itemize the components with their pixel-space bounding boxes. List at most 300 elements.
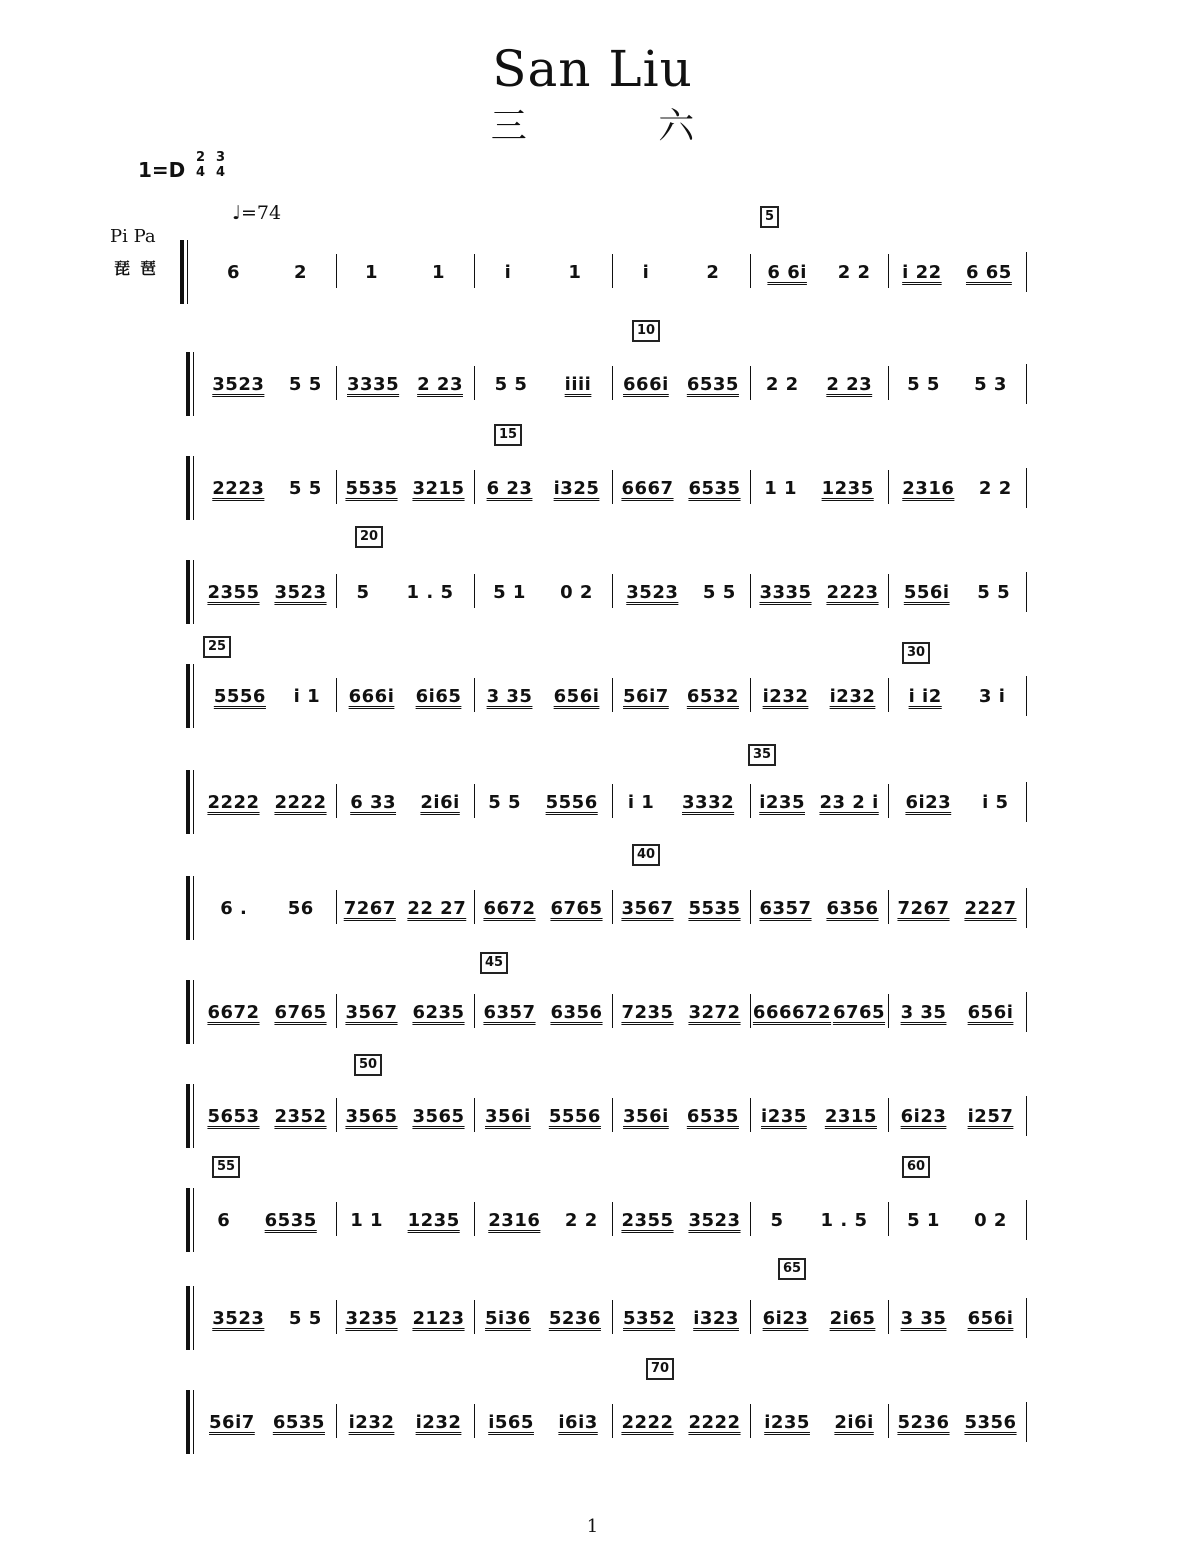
system-start-barline-thin <box>193 980 194 1044</box>
beat-notes: 6532 <box>686 685 739 707</box>
beat-notes: 1 1 <box>350 1209 384 1231</box>
beat-notes: 5 5 <box>288 1307 322 1329</box>
barline <box>888 1404 889 1438</box>
measure <box>476 572 610 612</box>
measure-number-box: 15 <box>494 424 522 446</box>
barline <box>474 470 475 504</box>
staff-system <box>0 656 1185 736</box>
barline <box>750 1202 751 1236</box>
staff-system <box>0 1076 1185 1156</box>
beat-notes: 3523 <box>274 581 327 603</box>
measure <box>476 252 610 292</box>
barline <box>888 994 889 1028</box>
measure-number-box: 25 <box>203 636 231 658</box>
barline <box>750 574 751 608</box>
barline <box>1026 888 1027 928</box>
measure <box>338 782 472 822</box>
measure <box>200 992 334 1032</box>
measure <box>200 364 334 404</box>
beat-notes: 5356 <box>964 1411 1017 1433</box>
measure <box>200 468 334 508</box>
beat-notes: 22 27 <box>407 897 467 919</box>
beat-notes: i325 <box>553 477 600 499</box>
measure <box>752 1298 886 1338</box>
beat-notes: 2222 <box>207 791 260 813</box>
barline <box>612 574 613 608</box>
beat-notes: 2 2 <box>765 373 799 395</box>
measure <box>476 1402 610 1442</box>
measure <box>476 468 610 508</box>
time-signature-2 <box>216 150 225 180</box>
beat-notes: i257 <box>967 1105 1014 1127</box>
page-number: 1 <box>586 1516 599 1537</box>
beat-notes: 2355 <box>621 1209 674 1231</box>
beat-notes: i565 <box>488 1411 534 1433</box>
measure <box>614 1096 748 1136</box>
measure <box>200 1200 334 1240</box>
time-signature-1 <box>196 150 205 180</box>
beat-notes: i323 <box>693 1307 739 1329</box>
beat-notes: 1 . 5 <box>820 1209 868 1231</box>
key-signature: 1=D <box>138 158 186 182</box>
barline <box>336 678 337 712</box>
beat-notes: 2 23 <box>417 373 463 395</box>
barline <box>1026 468 1027 508</box>
beat-notes: 3235 <box>345 1307 398 1329</box>
system-start-barline <box>186 770 190 834</box>
barline <box>888 678 889 712</box>
barline <box>474 1098 475 1132</box>
barline <box>1026 572 1027 612</box>
barline <box>1026 1298 1027 1338</box>
barline <box>336 1202 337 1236</box>
beat-notes: i <box>504 261 512 283</box>
beat-notes: 56 <box>287 897 314 919</box>
measure-number-box: 35 <box>748 744 776 766</box>
page-title-chinese <box>0 98 1185 149</box>
measure <box>200 1096 334 1136</box>
measure <box>338 1298 472 1338</box>
beat-notes: 3 35 <box>900 1001 947 1023</box>
beat-notes: i 1 <box>293 685 321 707</box>
beat-notes: 5535 <box>345 477 398 499</box>
measure <box>752 1402 886 1442</box>
measure <box>890 1298 1024 1338</box>
beat-notes: 3335 <box>347 373 400 395</box>
system-start-barline <box>186 352 190 416</box>
barline <box>750 254 751 288</box>
beat-notes: 2i65 <box>829 1307 876 1329</box>
measure <box>752 252 886 292</box>
beat-notes: 5 5 <box>494 373 528 395</box>
measure <box>614 992 748 1032</box>
measure <box>890 252 1024 292</box>
barline <box>474 1202 475 1236</box>
barline <box>336 1098 337 1132</box>
beat-notes: 5556 <box>548 1105 601 1127</box>
beat-notes: 5352 <box>623 1307 676 1329</box>
instrument-name: Pi Pa <box>110 226 156 247</box>
measure <box>338 1402 472 1442</box>
barline <box>750 784 751 818</box>
beat-notes: 1235 <box>407 1209 460 1231</box>
barline <box>612 1098 613 1132</box>
measure <box>890 676 1024 716</box>
beat-notes: 6 33 <box>350 791 397 813</box>
beat-notes: 2i6i <box>420 791 460 813</box>
measure-number-box: 5 <box>760 206 779 228</box>
measure <box>890 468 1024 508</box>
system-start-barline-thin <box>193 770 194 834</box>
staff-system <box>0 868 1185 948</box>
beat-notes: 2352 <box>274 1105 327 1127</box>
measure <box>890 1402 1024 1442</box>
measure <box>890 992 1024 1032</box>
staff-system <box>0 972 1185 1052</box>
system-start-barline-thin <box>193 1188 194 1252</box>
beat-notes: 2 2 <box>978 477 1012 499</box>
beat-notes: 666i <box>348 685 395 707</box>
system-start-barline-thin <box>193 456 194 520</box>
beat-notes: 2316 <box>488 1209 541 1231</box>
measure <box>338 468 472 508</box>
beat-notes: 6535 <box>272 1411 325 1433</box>
barline <box>474 994 475 1028</box>
meter-numerator: 3 <box>216 150 226 165</box>
beat-notes: i <box>642 261 650 283</box>
measure <box>752 468 886 508</box>
barline <box>612 254 613 288</box>
meter-denominator: 4 <box>196 165 206 180</box>
barline <box>750 678 751 712</box>
beat-notes: 5 5 <box>907 373 940 395</box>
barline <box>888 470 889 504</box>
beat-notes: 5 <box>770 1209 784 1231</box>
beat-notes: 3332 <box>682 791 735 813</box>
barline <box>750 1300 751 1334</box>
measure <box>752 888 886 928</box>
beat-notes: 5 1 <box>493 581 526 603</box>
beat-notes: 6 6i <box>767 261 807 283</box>
measure-number-box: 65 <box>778 1258 806 1280</box>
page-title: San Liu <box>492 40 693 98</box>
barline <box>612 1404 613 1438</box>
beat-notes: 3 35 <box>486 685 533 707</box>
measure <box>338 364 472 404</box>
barline <box>1026 782 1027 822</box>
measure <box>890 572 1024 612</box>
beat-notes: 0 2 <box>974 1209 1007 1231</box>
barline <box>1026 676 1027 716</box>
beat-notes: i235 <box>759 791 805 813</box>
barline <box>612 678 613 712</box>
barline <box>612 994 613 1028</box>
measure <box>338 992 472 1032</box>
measure-number-box: 50 <box>354 1054 382 1076</box>
beat-notes: 356i <box>485 1105 531 1127</box>
beat-notes: 1 <box>568 261 582 283</box>
beat-notes: 6765 <box>832 1001 886 1023</box>
measure <box>890 1200 1024 1240</box>
beat-notes: 5236 <box>897 1411 950 1433</box>
measure <box>890 888 1024 928</box>
beat-notes: 6356 <box>550 1001 603 1023</box>
beat-notes: 3 i <box>978 685 1006 707</box>
beat-notes: 3523 <box>688 1209 741 1231</box>
beat-notes: 1 1 <box>764 477 798 499</box>
measure <box>614 1200 748 1240</box>
barline <box>336 1300 337 1334</box>
beat-notes: 666i <box>623 373 669 395</box>
system-start-barline <box>186 980 190 1044</box>
beat-notes: 2 2 <box>837 261 871 283</box>
system-start-barline <box>186 1390 190 1454</box>
beat-notes: 6765 <box>550 897 603 919</box>
beat-notes: 2222 <box>621 1411 674 1433</box>
measure <box>614 888 748 928</box>
beat-notes: 3565 <box>412 1105 465 1127</box>
barline <box>1026 1402 1027 1442</box>
beat-notes: 6357 <box>759 897 812 919</box>
measure <box>614 468 748 508</box>
barline <box>474 1404 475 1438</box>
beat-notes: 2222 <box>688 1411 741 1433</box>
barline <box>612 784 613 818</box>
beat-notes: 56i7 <box>623 685 669 707</box>
measure <box>614 252 748 292</box>
beat-notes: 6 <box>226 261 241 283</box>
system-start-barline <box>186 876 190 940</box>
measure <box>476 992 610 1032</box>
beat-notes: i232 <box>762 685 809 707</box>
barline <box>474 254 475 288</box>
measure <box>338 252 472 292</box>
measure <box>614 782 748 822</box>
beat-notes: 5535 <box>688 897 741 919</box>
beat-notes: 2 <box>293 261 308 283</box>
beat-notes: 3335 <box>759 581 812 603</box>
measure <box>338 572 472 612</box>
beat-notes: 5 1 <box>907 1209 940 1231</box>
beat-notes: 2223 <box>826 581 879 603</box>
measure-number-box: 45 <box>480 952 508 974</box>
staff-system <box>0 1180 1185 1260</box>
measure <box>752 572 886 612</box>
measure <box>476 888 610 928</box>
measure <box>200 782 334 822</box>
barline <box>1026 364 1027 404</box>
measure <box>338 1200 472 1240</box>
system-start-barline <box>186 664 190 728</box>
beat-notes: i 5 <box>982 791 1009 813</box>
beat-notes: 5653 <box>207 1105 260 1127</box>
beat-notes: 6i23 <box>905 791 952 813</box>
barline <box>750 1098 751 1132</box>
measure <box>200 888 334 928</box>
measure <box>200 252 334 292</box>
beat-notes: 3523 <box>626 581 679 603</box>
beat-notes: 6356 <box>826 897 879 919</box>
barline <box>612 1300 613 1334</box>
beat-notes: 7267 <box>343 897 396 919</box>
beat-notes: 6535 <box>688 477 741 499</box>
barline <box>336 470 337 504</box>
system-start-barline <box>186 560 190 624</box>
barline <box>474 574 475 608</box>
beat-notes: 3567 <box>621 897 674 919</box>
measure <box>752 782 886 822</box>
beat-notes: 3272 <box>688 1001 741 1023</box>
beat-notes: 6 . <box>220 897 248 919</box>
beat-notes: 23 2 i <box>819 791 879 813</box>
beat-notes: 5 5 <box>488 791 522 813</box>
beat-notes: i235 <box>764 1411 810 1433</box>
beat-notes: 3215 <box>412 477 465 499</box>
beat-notes: i 1 <box>627 791 655 813</box>
measure <box>752 1200 886 1240</box>
beat-notes: 556i <box>903 581 950 603</box>
beat-notes: 5 3 <box>974 373 1007 395</box>
measure <box>476 782 610 822</box>
system-start-barline-thin <box>193 352 194 416</box>
beat-notes: 5 <box>356 581 370 603</box>
beat-notes: 656i <box>967 1307 1014 1329</box>
measure <box>890 364 1024 404</box>
beat-notes: 2223 <box>212 477 265 499</box>
beat-notes: i6i3 <box>558 1411 598 1433</box>
measure <box>476 676 610 716</box>
barline <box>474 366 475 400</box>
beat-notes: 6672 <box>207 1001 260 1023</box>
beat-notes: 6667 <box>621 477 674 499</box>
system-start-barline <box>186 1286 190 1350</box>
beat-notes: i235 <box>761 1105 807 1127</box>
barline <box>750 1404 751 1438</box>
beat-notes: 2355 <box>207 581 260 603</box>
barline <box>336 254 337 288</box>
beat-notes: 6535 <box>686 1105 739 1127</box>
beat-notes: 1 <box>364 261 379 283</box>
beat-notes: 2 23 <box>826 373 873 395</box>
beat-notes: 2 <box>706 261 720 283</box>
system-start-barline-thin <box>193 560 194 624</box>
barline <box>474 784 475 818</box>
beat-notes: 356i <box>623 1105 669 1127</box>
measure <box>200 572 334 612</box>
barline <box>336 784 337 818</box>
beat-notes: 7267 <box>897 897 950 919</box>
barline <box>888 784 889 818</box>
staff-system <box>0 762 1185 842</box>
beat-notes: iiii <box>564 373 592 395</box>
system-start-barline-thin <box>193 1286 194 1350</box>
measure <box>476 1298 610 1338</box>
measure <box>476 364 610 404</box>
measure <box>614 364 748 404</box>
measure <box>200 1402 334 1442</box>
measure <box>476 1096 610 1136</box>
beat-notes: 6535 <box>264 1209 317 1231</box>
barline <box>1026 992 1027 1032</box>
barline <box>336 574 337 608</box>
beat-notes: 2222 <box>274 791 327 813</box>
beat-notes: 6 23 <box>486 477 533 499</box>
meter-denominator: 4 <box>216 165 226 180</box>
barline <box>336 366 337 400</box>
tempo-marking: ♩=74 <box>232 202 282 224</box>
barline <box>474 890 475 924</box>
measure-number-box: 40 <box>632 844 660 866</box>
barline <box>612 1202 613 1236</box>
system-start-barline <box>186 1188 190 1252</box>
measure <box>200 1298 334 1338</box>
system-start-barline-thin <box>193 1084 194 1148</box>
title-cn-char-2: 六 <box>658 106 695 147</box>
barline <box>612 366 613 400</box>
barline <box>336 994 337 1028</box>
barline <box>888 1300 889 1334</box>
beat-notes: 3 35 <box>900 1307 947 1329</box>
meter-numerator: 2 <box>196 150 206 165</box>
beat-notes: 7235 <box>621 1001 674 1023</box>
barline <box>888 1098 889 1132</box>
staff-system <box>0 344 1185 424</box>
beat-notes: 3523 <box>212 373 265 395</box>
beat-notes: 0 2 <box>560 581 593 603</box>
barline <box>750 366 751 400</box>
beat-notes: 1 . 5 <box>406 581 454 603</box>
beat-notes: 656i <box>553 685 600 707</box>
barline <box>474 1300 475 1334</box>
measure <box>614 676 748 716</box>
beat-notes: i232 <box>348 1411 395 1433</box>
beat-notes: 2316 <box>902 477 955 499</box>
beat-notes: 5i36 <box>485 1307 531 1329</box>
beat-notes: 1235 <box>821 477 874 499</box>
beat-notes: 656i <box>967 1001 1014 1023</box>
staff-system <box>0 232 1185 312</box>
beat-notes: 5 5 <box>288 477 322 499</box>
beat-notes: 2i6i <box>834 1411 874 1433</box>
barline <box>888 1202 889 1236</box>
measure-number-box: 30 <box>902 642 930 664</box>
beat-notes: 2227 <box>964 897 1017 919</box>
beat-notes: 3567 <box>345 1001 398 1023</box>
beat-notes: 2 2 <box>564 1209 598 1231</box>
barline <box>612 470 613 504</box>
system-start-barline <box>186 1084 190 1148</box>
measure <box>614 1298 748 1338</box>
measure-number-box: 20 <box>355 526 383 548</box>
beat-notes: 6765 <box>274 1001 327 1023</box>
measure <box>338 676 472 716</box>
staff-system <box>0 552 1185 632</box>
beat-notes: i i2 <box>908 685 942 707</box>
beat-notes: i232 <box>829 685 876 707</box>
barline <box>888 366 889 400</box>
measure <box>752 676 886 716</box>
barline <box>888 890 889 924</box>
beat-notes: 1 <box>431 261 446 283</box>
measure <box>614 572 748 612</box>
staff-system <box>0 1382 1185 1462</box>
beat-notes: 6672 <box>483 897 536 919</box>
measure-number-box: 70 <box>646 1358 674 1380</box>
beat-notes: 6i65 <box>415 685 462 707</box>
barline <box>336 1404 337 1438</box>
staff-system <box>0 448 1185 528</box>
barline <box>888 574 889 608</box>
